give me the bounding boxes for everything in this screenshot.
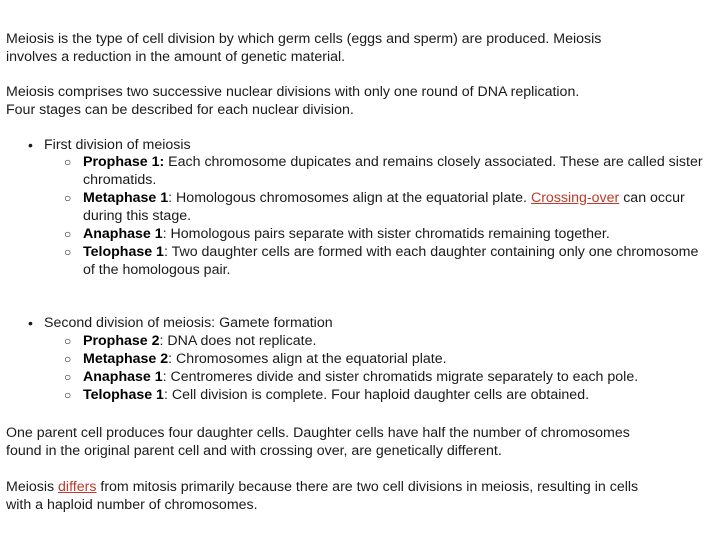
sub-bullet-icon: ○ [64, 388, 72, 402]
second-telophase-name: Telophase 1 [83, 387, 164, 403]
second-prophase-text: : DNA does not replicate. [159, 333, 317, 349]
first-anaphase-name: Anaphase 1 [83, 226, 163, 242]
difference-before: Meiosis [6, 479, 59, 495]
sub-bullet-icon: ○ [64, 370, 72, 384]
summary-paragraph [6, 424, 630, 460]
difference-after: from mitosis primarily because there are two cell divisions in meiosis, resulting in cells [96, 479, 639, 495]
sub-bullet-icon: ○ [64, 245, 72, 259]
intro-line-1: Meiosis is the type of cell division by which germ cells (eggs and sperm) are produced. Meiosis [6, 31, 602, 47]
second-division-title: Second division of meiosis: Gamete formation [44, 315, 333, 331]
sub-bullet-icon: ○ [64, 334, 72, 348]
sub-bullet-icon: ○ [64, 191, 72, 205]
difference-line-2: with a haploid number of chromosomes. [6, 497, 258, 513]
first-metaphase-name: Metaphase 1 [83, 190, 169, 206]
overview-line-2: Four stages can be described for each nuclear division. [6, 102, 354, 118]
intro-paragraph [6, 30, 601, 66]
first-prophase-name: Prophase 1: [83, 154, 165, 170]
summary-line-2: found in the original parent cell and with crossing over, are genetically different. [6, 443, 502, 459]
differs-link[interactable]: differs [58, 479, 97, 495]
first-prophase-text: Each chromosome dupicates and remains closely associated. These are called sister chromatids. [83, 154, 703, 188]
crossing-over-link[interactable]: Crossing-over [530, 190, 620, 206]
bullet-icon: • [28, 315, 33, 331]
second-anaphase-name: Anaphase 1 [83, 369, 163, 385]
first-anaphase-text: : Homologous pairs separate with sister chromatids remaining together. [162, 226, 610, 242]
first-telophase-text: : Two daughter cells are formed with each daughter containing only one chromosome of the homologous pair. [83, 244, 699, 278]
second-prophase-name: Prophase 2 [83, 333, 160, 349]
second-metaphase-name: Metaphase 2 [83, 351, 169, 367]
sub-bullet-icon: ○ [64, 227, 72, 241]
second-anaphase-text: : Centromeres divide and sister chromatids migrate separately to each pole. [162, 369, 639, 385]
first-division-title: First division of meiosis [44, 137, 191, 153]
bullet-icon: • [28, 137, 33, 153]
first-metaphase-text-a: : Homologous chromosomes align at the equatorial plate. [168, 190, 531, 206]
first-metaphase-text-b: can occur during this stage. [83, 190, 685, 224]
sub-bullet-icon: ○ [64, 352, 72, 366]
second-telophase-text: : Cell division is complete. Four haploid daughter cells are obtained. [163, 387, 590, 403]
overview-paragraph [6, 83, 579, 119]
overview-line-1: Meiosis comprises two successive nuclear divisions with only one round of DNA replication. [6, 84, 580, 100]
difference-paragraph [6, 478, 638, 514]
sub-bullet-icon: ○ [64, 155, 72, 169]
second-metaphase-text: : Chromosomes align at the equatorial plate. [168, 351, 447, 367]
intro-line-2: involves a reduction in the amount of genetic material. [6, 49, 346, 65]
first-telophase-name: Telophase 1 [83, 244, 164, 260]
summary-line-1: One parent cell produces four daughter cells. Daughter cells have half the number of chromosomes [6, 425, 630, 441]
